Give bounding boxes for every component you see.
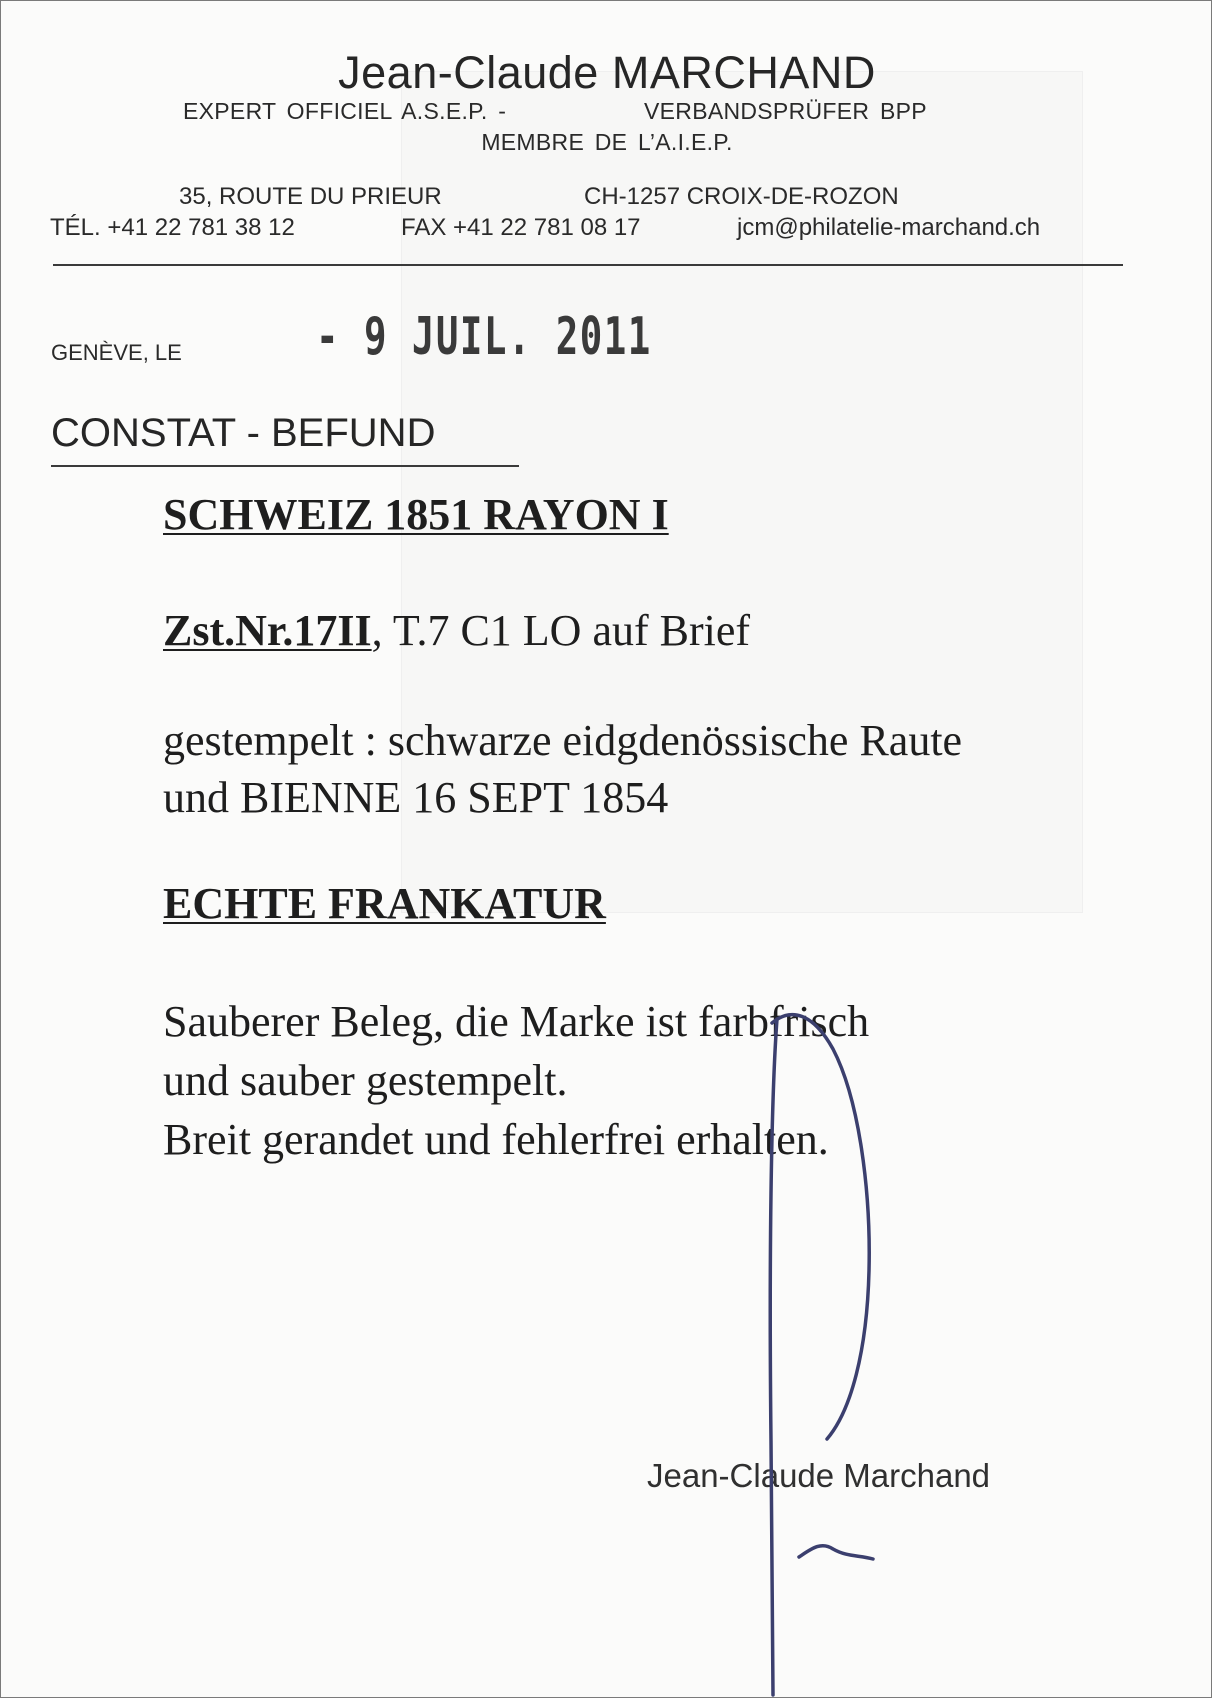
expert-credential-bpp: VERBANDSPRÜFER BPP	[644, 98, 927, 124]
expert-membership: MEMBRE DE L’A.I.E.P.	[481, 129, 733, 155]
title-underline	[51, 465, 519, 467]
signatory-name: Jean-Claude Marchand	[647, 1457, 991, 1494]
phone-number: TÉL. +41 22 781 38 12	[50, 214, 295, 241]
place-label: GENÈVE, LE	[51, 340, 182, 365]
catalog-line	[163, 605, 750, 656]
email-address: jcm@philatelie-marchand.ch	[737, 214, 1041, 241]
postmark-line-1: gestempelt : schwarze eidgdenössische Raute	[163, 716, 963, 765]
verdict-heading: ECHTE FRANKATUR	[163, 879, 606, 928]
description-line-2: und sauber gestempelt.	[163, 1056, 568, 1105]
catalog-number: Zst.Nr.17II	[163, 606, 372, 655]
document-title: CONSTAT - BEFUND	[51, 411, 436, 455]
expert-name: Jean-Claude MARCHAND	[338, 47, 876, 98]
catalog-details: , T.7 C1 LO auf Brief	[371, 606, 751, 655]
date-stamp: - 9 JUIL. 2011	[316, 307, 652, 367]
stamp-issue-heading: SCHWEIZ 1851 RAYON I	[163, 490, 669, 539]
fax-number: FAX +41 22 781 08 17	[401, 214, 641, 241]
description-line-3: Breit gerandet und fehlerfrei erhalten.	[163, 1115, 829, 1164]
address-city: CH-1257 CROIX-DE-ROZON	[584, 183, 899, 210]
header-divider	[53, 264, 1123, 266]
address-street: 35, ROUTE DU PRIEUR	[179, 183, 442, 210]
description-line-1: Sauberer Beleg, die Marke ist farbfrisch	[163, 997, 870, 1046]
postmark-line-2: und BIENNE 16 SEPT 1854	[163, 773, 669, 822]
expert-credential-asep: EXPERT OFFICIEL A.S.E.P. -	[183, 98, 507, 124]
